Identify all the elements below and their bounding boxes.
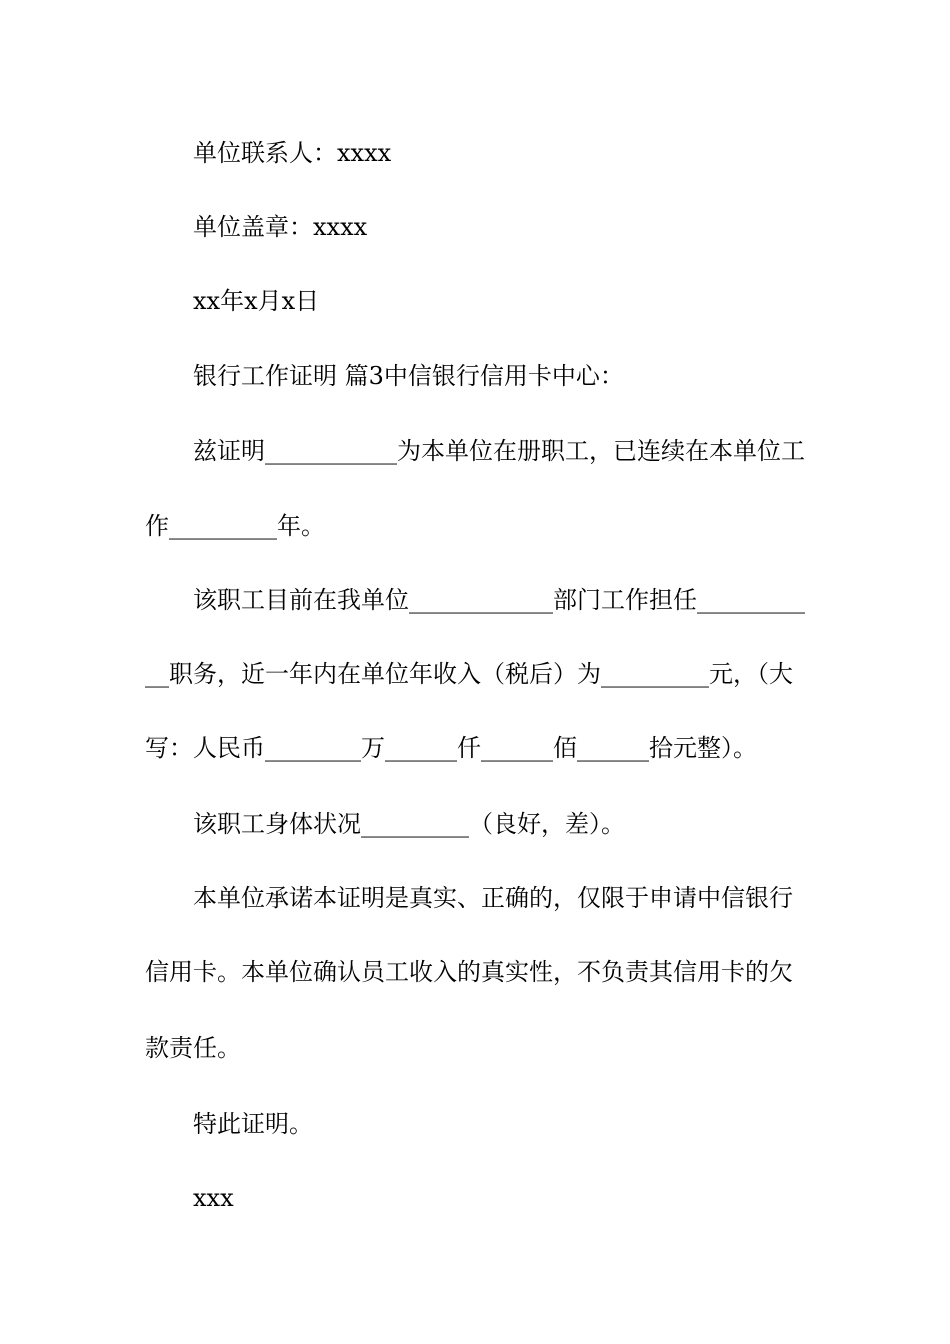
company-seal-line: 单位盖章：xxxx bbox=[193, 213, 368, 241]
closing-line: 特此证明。 bbox=[193, 1110, 313, 1138]
contact-person-line: 单位联系人：xxxx bbox=[193, 139, 392, 167]
commitment-paragraph-line-3: 款责任。 bbox=[145, 1034, 241, 1062]
position-paragraph-line-1: 该职工目前在我单位____________部门工作担任_________ bbox=[193, 586, 805, 614]
position-paragraph-line-2: __职务，近一年内在单位年收入（税后）为_________元，（大 bbox=[145, 660, 793, 688]
signature-line: xxx bbox=[193, 1184, 234, 1212]
commitment-paragraph-line-1: 本单位承诺本证明是真实、正确的，仅限于申请中信银行 bbox=[193, 884, 793, 912]
certify-paragraph-line-1: 兹证明___________为本单位在册职工，已连续在本单位工 bbox=[193, 437, 805, 465]
commitment-paragraph-line-2: 信用卡。本单位确认员工收入的真实性，不负责其信用卡的欠 bbox=[145, 958, 793, 986]
section-heading: 银行工作证明 篇3中信银行信用卡中心： bbox=[193, 362, 624, 390]
health-status-line: 该职工身体状况_________（良好，差）。 bbox=[193, 810, 625, 838]
date-line: xx年x月x日 bbox=[193, 287, 320, 315]
position-paragraph-line-3: 写：人民币________万______仟______佰______拾元整）。 bbox=[145, 734, 757, 762]
certify-paragraph-line-2: 作_________年。 bbox=[145, 512, 325, 540]
